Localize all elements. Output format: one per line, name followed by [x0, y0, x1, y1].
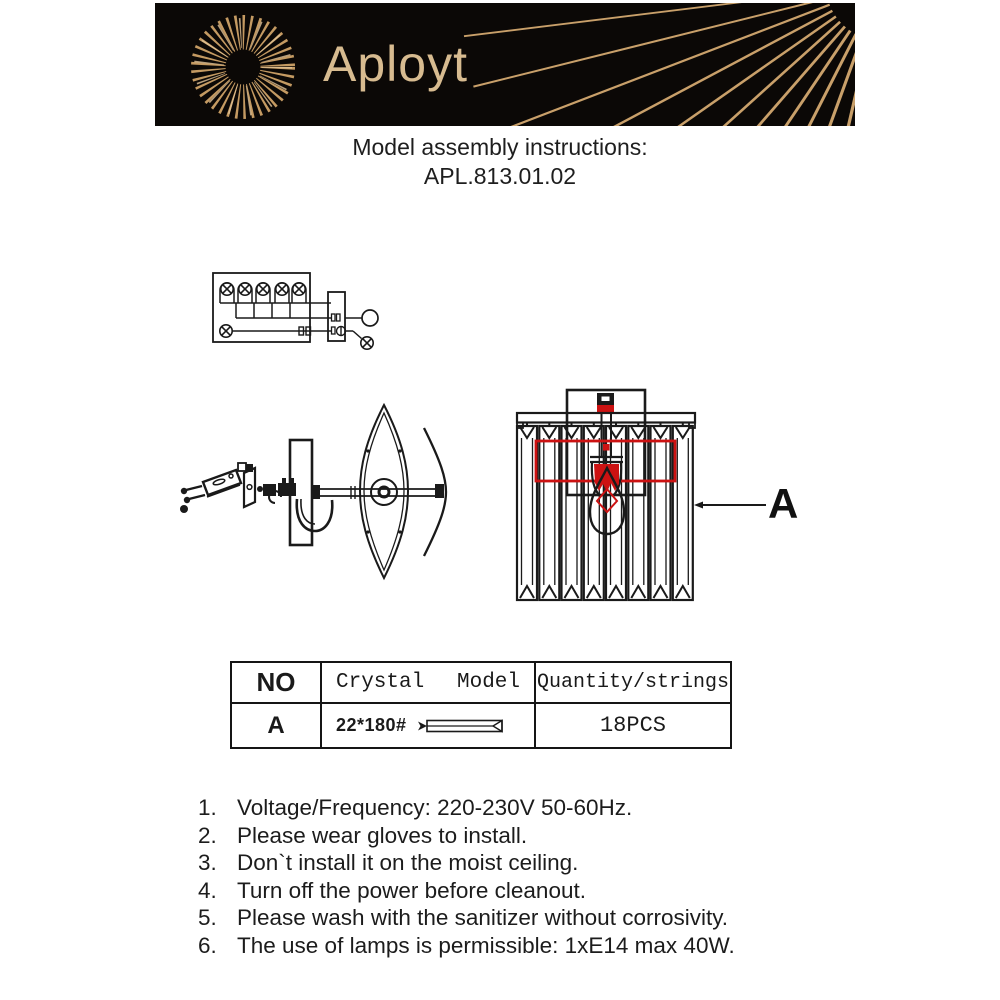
- list-item: [198, 849, 858, 877]
- lamp-wiring-schematic: [205, 265, 385, 355]
- item-number: 5.: [198, 905, 217, 931]
- side-view-diagram: [170, 395, 455, 590]
- wiring-diagram: [205, 265, 385, 355]
- crystal-parts-table: [230, 661, 732, 749]
- row-no-cell: A: [231, 703, 321, 748]
- list-item: [198, 877, 858, 905]
- page-title: Model assembly instructions:: [352, 134, 648, 160]
- item-text: Please wash with the sanitizer without corrosivity.: [237, 905, 729, 931]
- brand-banner: [155, 3, 855, 126]
- list-item: [198, 794, 858, 822]
- item-number: 4.: [198, 877, 217, 903]
- list-item: [198, 904, 858, 932]
- item-number: 2.: [198, 822, 217, 848]
- wall-bracket-side-assembly: [170, 395, 455, 590]
- list-item: [198, 932, 858, 960]
- item-number: 3.: [198, 850, 217, 876]
- item-text: Turn off the power before cleanout.: [237, 877, 586, 903]
- callout-arrow: [694, 502, 766, 509]
- junction-box: [328, 292, 346, 341]
- sunburst-icon: [209, 33, 277, 101]
- col-header-crystal-model: [321, 662, 535, 703]
- list-item: [198, 822, 858, 850]
- model-number: APL.813.01.02: [423, 163, 577, 189]
- wiring-bus-lines: [220, 303, 331, 331]
- brand-wordmark: Aployt: [323, 36, 468, 92]
- instruction-list: [198, 794, 858, 960]
- crystal-profile: [360, 405, 408, 578]
- item-text: Don`t install it on the moist ceiling.: [237, 850, 579, 876]
- lamp-socket: [597, 393, 614, 414]
- crystal-size-code: 22*180#: [336, 715, 407, 735]
- row-crystal-cell: [321, 703, 535, 748]
- item-number: 6.: [198, 932, 217, 958]
- item-text: Please wear gloves to install.: [237, 822, 528, 848]
- table-row: [231, 703, 731, 748]
- col-header-quantity: Quantity/strings: [535, 662, 731, 703]
- wire-loop: [269, 491, 332, 531]
- item-text: Voltage/Frequency: 220-230V 50-60Hz.: [237, 795, 633, 820]
- model-header-word: Model: [456, 671, 520, 694]
- crystal-header-word: Crystal: [336, 671, 425, 694]
- item-number: 1.: [198, 795, 217, 820]
- table-header-row: [231, 662, 731, 703]
- callout-label: A: [768, 480, 799, 527]
- item-text: The use of lamps is permissible: 1xE14 max 40W.: [237, 932, 735, 958]
- banner-decor: [155, 3, 855, 126]
- prism-crystal-icon: [416, 718, 504, 734]
- ceiling-rose-symbol: [362, 310, 378, 326]
- ray-fan-icon: [464, 3, 855, 126]
- col-header-no: NO: [231, 662, 321, 703]
- mounting-bracket: [180, 463, 246, 513]
- row-quantity-cell: 18PCS: [535, 703, 731, 748]
